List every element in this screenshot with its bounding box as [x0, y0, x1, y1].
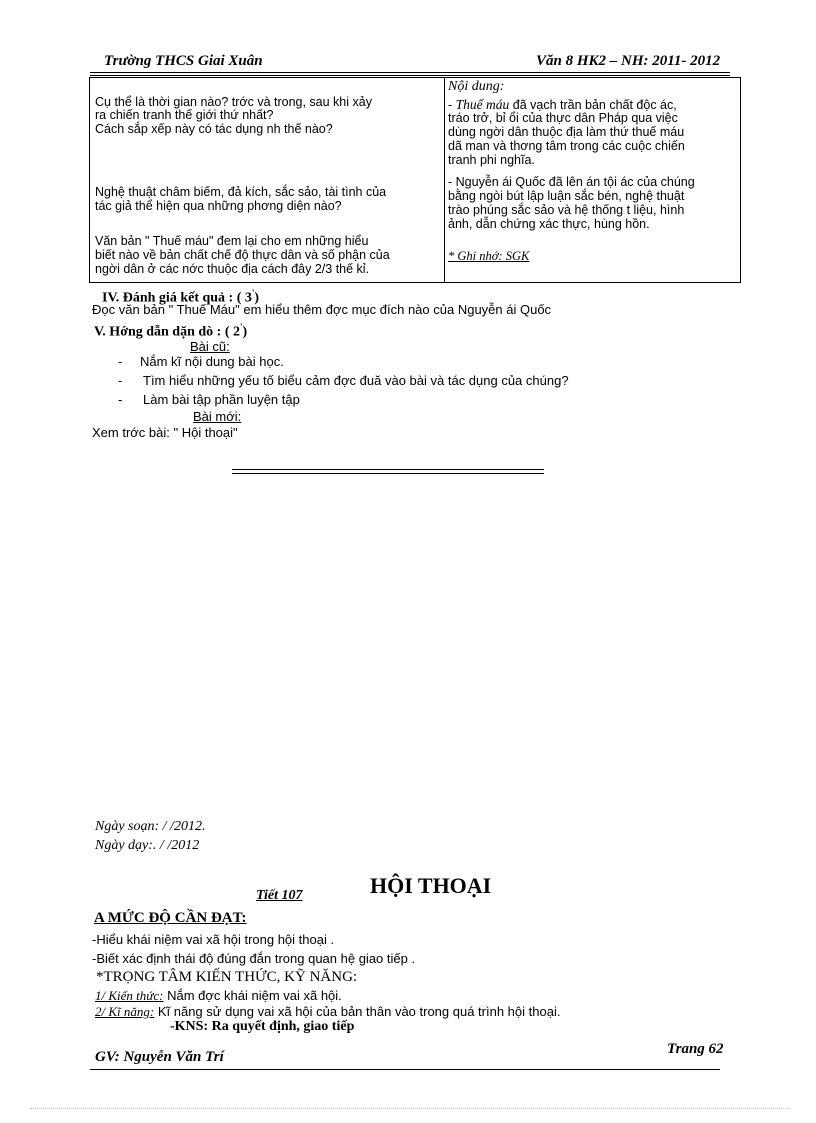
prep-date: Ngày soạn: / /2012. — [95, 819, 206, 834]
content-heading: Nội dung: — [448, 79, 505, 94]
lesson-title: HỘI THOẠI — [370, 873, 492, 898]
note-text: * Ghi nhớ: SGK — [448, 249, 530, 263]
term-thue-mau: Thuế máu — [455, 97, 510, 112]
list-item: - Tìm hiểu những yếu tố biểu cảm đợc đuă vào bài và tác dụng của chúng? — [118, 373, 569, 388]
content-line: trào phúng sắc sảo và hệ thống t liệu, hình — [448, 203, 685, 217]
kns-line: -KNS: Ra quyết định, giao tiếp — [170, 1019, 355, 1034]
list-item: - Nắm kĩ nội dung bài học. — [118, 354, 284, 369]
content-line: tranh phi nghĩa. — [448, 153, 535, 167]
page-edge — [30, 1108, 790, 1109]
objective-line: -Biết xác định thái độ đúng đắn trong quan hệ giao tiếp . — [92, 951, 416, 966]
question-text: ra chiến tranh thế giới thứ nhất? — [95, 108, 274, 122]
section-iv-body: Đọc văn bản " Thuế Máu" em hiểu thêm đợc mục đích nào của Nguyễn ái Quốc — [92, 302, 552, 317]
section-divider — [232, 473, 544, 474]
question-text: ngời dân ở các nớc thuộc địa cách đây 2/3 thế kỉ. — [95, 262, 370, 276]
teach-date: Ngày dạy:. / /2012 — [95, 838, 200, 853]
knowledge-line: 1/ Kiến thức: Nắm đợc khái niệm vai xã hội. — [95, 988, 342, 1003]
new-lesson-body: Xem trớc bài: " Hội thoại" — [92, 425, 238, 440]
section-iv-title: IV. Đánh giá kết quả : ( 3') — [102, 288, 260, 306]
lesson-number: Tiết 107 — [256, 888, 303, 903]
old-lesson-label: Bài cũ: — [190, 339, 230, 354]
header-rule — [90, 75, 730, 76]
teacher-name: GV: Nguyễn Văn Trí — [95, 1049, 224, 1065]
objective-line: -Hiểu khái niệm vai xã hội trong hội thoại . — [92, 932, 335, 947]
question-text: biết nào về bản chất chế độ thực dân và số phận của — [95, 248, 390, 262]
section-v-title: V. Hớng dẫn dặn dò : ( 2') — [94, 322, 248, 340]
objectives-heading: A MỨC ĐỘ CẦN ĐẠT: — [94, 910, 247, 926]
question-text: tác giả thể hiện qua những phơng diện nào? — [95, 199, 342, 213]
footer-rule — [90, 1069, 720, 1070]
content-line: tráo trở, bỉ ổi của thực dân Pháp qua việc — [448, 111, 678, 125]
focus-heading: *TRỌNG TÂM KIẾN THỨC, KỸ NĂNG: — [96, 969, 358, 985]
content-line: dùng ngời dân thuộc địa làm thứ thuế máu — [448, 125, 685, 139]
course-info: Văn 8 HK2 – NH: 2011- 2012 — [536, 53, 721, 69]
content-line: ảnh, dẫn chứng xác thực, hùng hồn. — [448, 217, 650, 231]
skill-line: 2/ Kĩ năng: Kĩ năng sử dụng vai xã hội của bản thân vào trong quá trình hội thoại. — [95, 1004, 561, 1019]
header-rule — [90, 72, 730, 73]
question-text: Cách sắp xếp này có tác dụng nh thế nào? — [95, 122, 333, 136]
content-line: - Nguyễn ái Quốc đã lên án tội ác của chúng — [448, 175, 695, 189]
table-column-divider — [444, 77, 445, 283]
content-line: dã man và thơng tâm trong các cuộc chiến — [448, 139, 685, 153]
question-text: Cụ thể là thời gian nào? trớc và trong, sau khi xảy — [95, 95, 372, 109]
content-line: bằng ngòi bút lập luận sắc bén, nghệ thuật — [448, 189, 685, 203]
content-text: đã vạch trần bản chất độc ác, — [509, 98, 677, 112]
list-item: - Làm bài tập phần luyện tập — [118, 392, 300, 407]
question-text: Văn bản " Thuế máu" đem lại cho em những hiểu — [95, 234, 369, 248]
question-text: Nghệ thuật châm biếm, đả kích, sắc sảo, tài tình của — [95, 185, 387, 199]
school-name: Trường THCS Giai Xuân — [104, 53, 263, 69]
new-lesson-label: Bài mới: — [193, 409, 242, 424]
section-divider — [232, 469, 544, 470]
page-number: Trang 62 — [667, 1041, 724, 1057]
content-line: - Thuế máu đã vạch trần bản chất độc ác, — [448, 97, 677, 112]
